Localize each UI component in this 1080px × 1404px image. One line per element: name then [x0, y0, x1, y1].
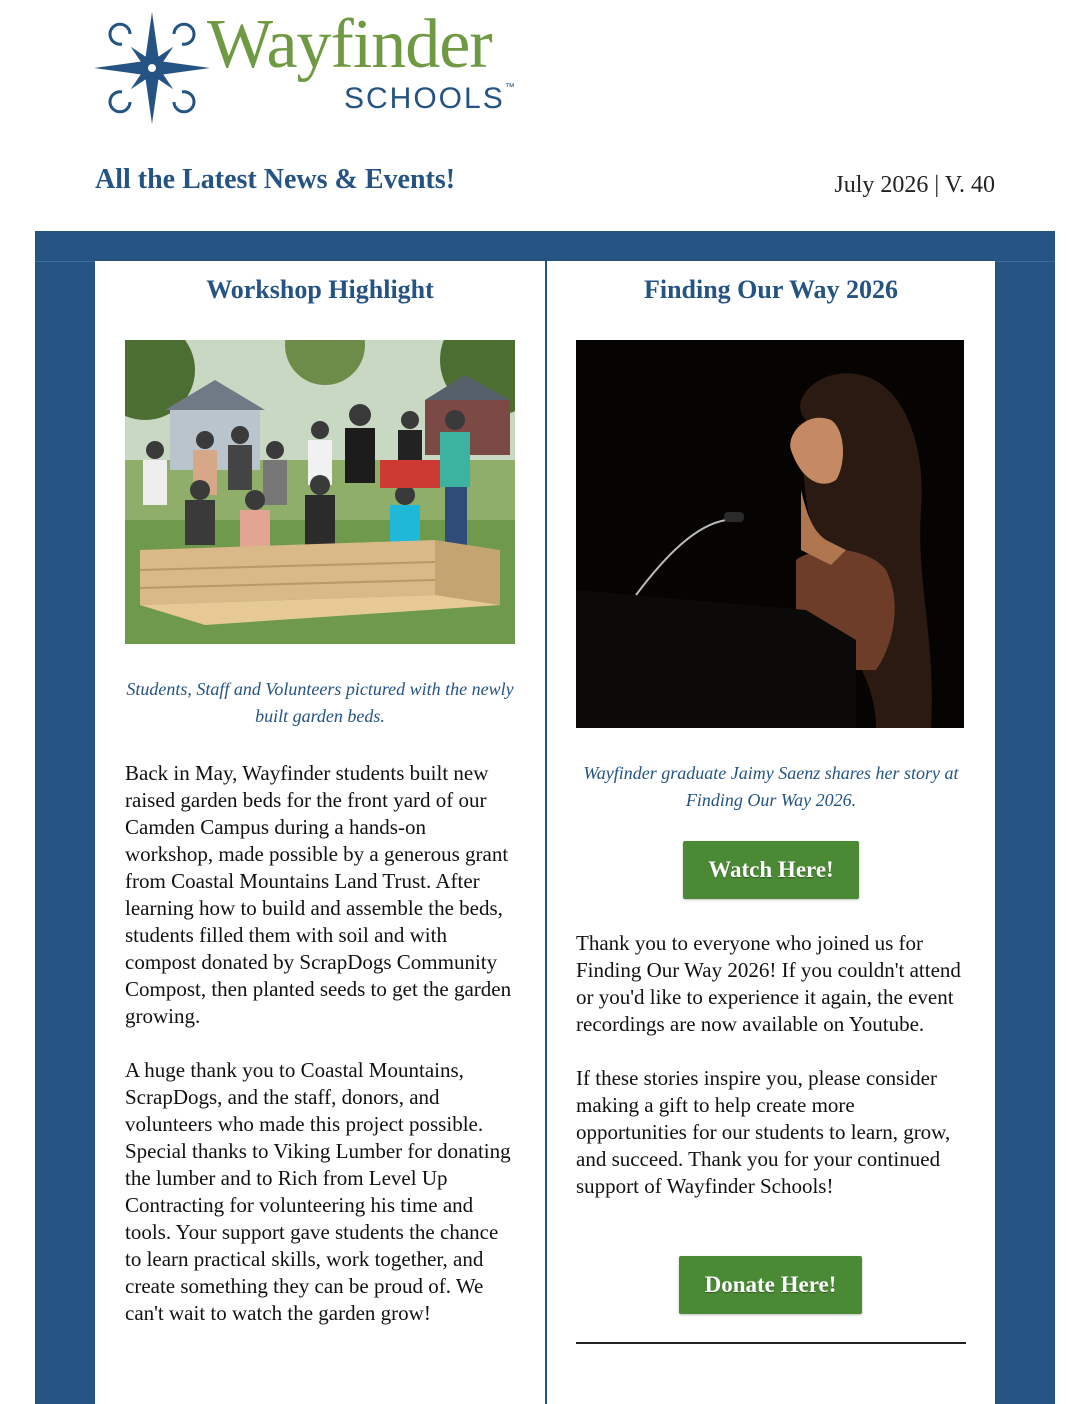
workshop-body: [125, 760, 515, 1354]
event-body: [576, 930, 966, 1227]
content-frame: [35, 231, 1055, 1404]
workshop-title: Workshop Highlight: [206, 275, 434, 304]
compass-star-icon: [92, 10, 212, 130]
newsletter-headline: All the Latest News & Events!: [95, 164, 456, 195]
workshop-paragraph-2: A huge thank you to Coastal Mountains, ScrapDogs, and the staff, donors, and volunteers who made this project possible. Special thanks to Viking Lumber for donating the lumber and to Rich from Level Up Contracting for volunteering his time and tools. Your support gave students the chance to learn practical skills, work together, and create something they can be proud of. We can't wait to watch the garden grow!: [125, 1058, 511, 1325]
logo-subtitle: SCHOOLS™: [344, 82, 515, 115]
section-rule: [576, 1342, 966, 1344]
workshop-paragraph-1: Back in May, Wayfinder students built new raised garden beds for the front yard of our Camden Campus during a hands-on workshop, made possible by a generous grant from Coastal Mountains Land Trust. After learning how to build and assemble the beds, students filled them with soil and with compost donated by ScrapDogs Community Compost, then planted seeds to get the garden growing.: [125, 761, 512, 1028]
donate-here-button[interactable]: Donate Here!: [679, 1256, 862, 1314]
logo-wordmark: Wayfinder: [207, 6, 492, 83]
speaker-photo[interactable]: [576, 340, 964, 728]
wayfinder-logo[interactable]: [92, 6, 532, 130]
content-panel: [95, 261, 995, 1404]
column-divider: [545, 261, 547, 1404]
event-photo-caption: Wayfinder graduate Jaimy Saenz shares her story at Finding Our Way 2026.: [583, 763, 959, 810]
event-paragraph-2: If these stories inspire you, please consider making a gift to help create more opportunities for our students to learn, grow, and succeed. Thank you for your continued support of Wayfinder Schools!: [576, 1066, 951, 1198]
issue-date: July 2026 | V. 40: [834, 172, 995, 198]
watch-here-button[interactable]: Watch Here!: [683, 841, 859, 899]
event-paragraph-1: Thank you to everyone who joined us for Finding Our Way 2026! If you couldn't attend or you'd like to experience it again, the event recordings are now available on Youtube.: [576, 931, 961, 1036]
garden-group-photo[interactable]: [125, 340, 515, 644]
frame-top-band: [35, 231, 1055, 262]
workshop-photo-caption: Students, Staff and Volunteers pictured with the newly built garden beds.: [126, 679, 514, 726]
event-title: Finding Our Way 2026: [643, 275, 899, 304]
